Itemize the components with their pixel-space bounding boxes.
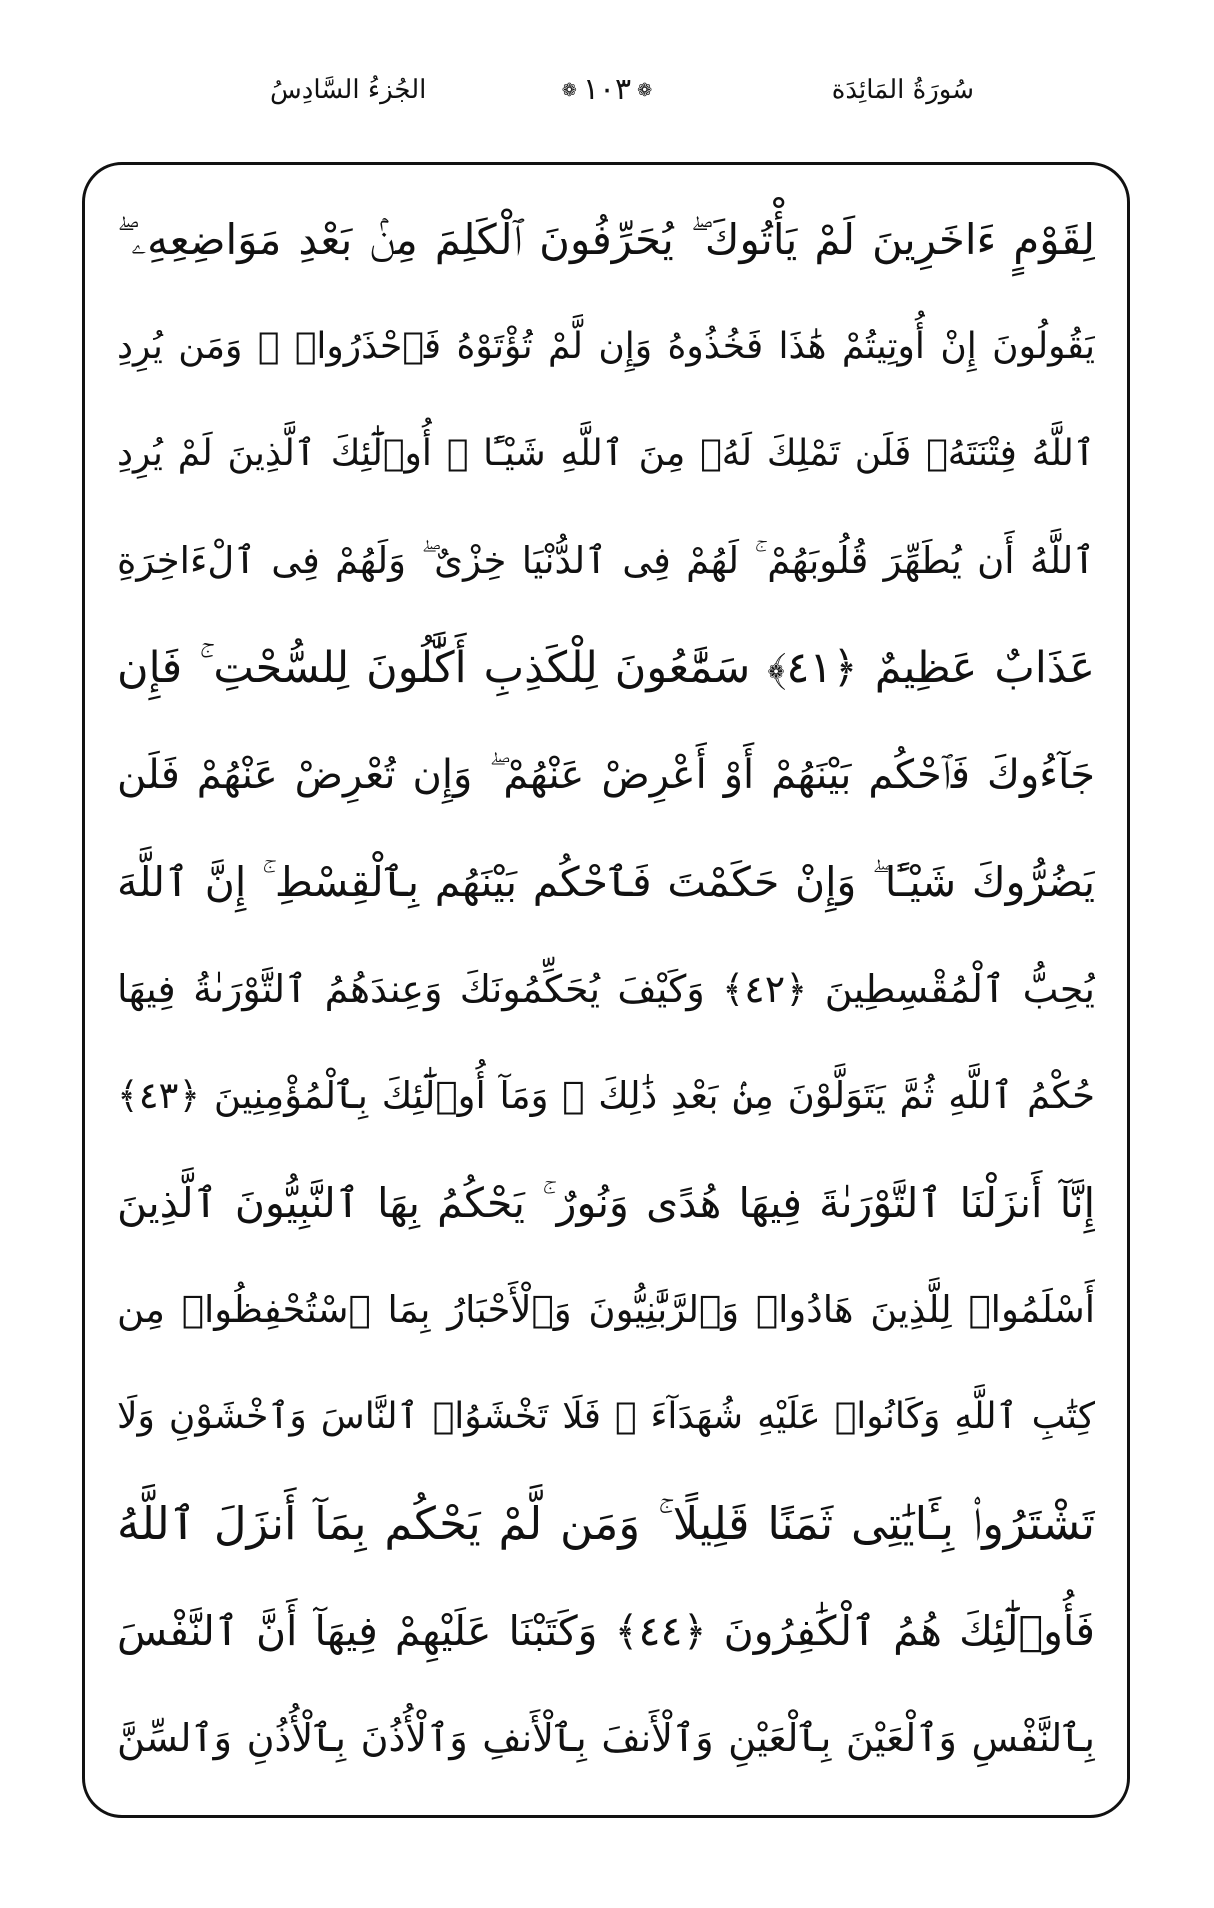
verse-line: يُحِبُّ ٱلْمُقْسِطِينَ ﴿٤٢﴾ وَكَيْفَ يُحَكِّمُونَكَ وَعِندَهُمُ ٱلتَّوْرَىٰةُ فِيهَا xyxy=(117,967,1095,1011)
verse-line: يَضُرُّوكَ شَيْـًٔا ۖ وَإِنْ حَكَمْتَ فَٱحْكُم بَيْنَهُم بِٱلْقِسْطِ ۚ إِنَّ ٱللَّهَ xyxy=(117,858,1095,906)
juz-name: الجُزءُ السَّادِسُ xyxy=(270,75,427,105)
verse-line: لِقَوْمٍ ءَاخَرِينَ لَمْ يَأْتُوكَ ۖ يُحَرِّفُونَ ٱلْكَلِمَ مِنۢ بَعْدِ مَوَاضِعِهِۦ ۖ xyxy=(117,215,1095,264)
page-header xyxy=(0,60,1214,120)
verse-line: عَذَابٌ عَظِيمٌ ﴿٤١﴾ سَمَّٰعُونَ لِلْكَذِبِ أَكَّٰلُونَ لِلسُّحْتِ ۚ فَإِن xyxy=(117,643,1095,693)
verse-line: جَآءُوكَ فَٱحْكُم بَيْنَهُمْ أَوْ أَعْرِضْ عَنْهُمْ ۖ وَإِن تُعْرِضْ عَنْهُمْ فَلَن xyxy=(117,752,1095,798)
verse-line: فَأُو۟لَٰٓئِكَ هُمُ ٱلْكَٰفِرُونَ ﴿٤٤﴾ وَكَتَبْنَا عَلَيْهِمْ فِيهَآ أَنَّ ٱلنَّفْسَ xyxy=(117,1607,1095,1655)
ornament-left-icon: ❁ xyxy=(637,80,653,101)
verse-line: بِٱلنَّفْسِ وَٱلْعَيْنَ بِٱلْعَيْنِ وَٱلْأَنفَ بِٱلْأَنفِ وَٱلْأُذُنَ بِٱلْأُذُنِ وَٱلسِّنَّ xyxy=(117,1716,1095,1760)
page-number-group xyxy=(556,70,659,111)
ornament-right-icon: ❁ xyxy=(561,80,577,101)
page-frame xyxy=(82,162,1130,1818)
verse-line: ٱللَّهُ أَن يُطَهِّرَ قُلُوبَهُمْ ۚ لَهُمْ فِى ٱلدُّنْيَا خِزْىٌ ۖ وَلَهُمْ فِى ٱلْءَاخِرَةِ xyxy=(117,539,1095,582)
surah-name: سُورَةُ المَائِدَة xyxy=(831,75,974,105)
verse-line: إِنَّآ أَنزَلْنَا ٱلتَّوْرَىٰةَ فِيهَا هُدًى وَنُورٌ ۚ يَحْكُمُ بِهَا ٱلنَّبِيُّونَ ٱلَّذِينَ xyxy=(117,1179,1095,1227)
verse-line: حُكْمُ ٱللَّهِ ثُمَّ يَتَوَلَّوْنَ مِنۢ بَعْدِ ذَٰلِكَ ۚ وَمَآ أُو۟لَٰٓئِكَ بِٱلْمُؤْمِنِينَ ﴿٤٣﴾ xyxy=(117,1074,1095,1117)
page-number: ١٠٣ xyxy=(582,72,632,107)
verse-line: يَقُولُونَ إِنْ أُوتِيتُمْ هَٰذَا فَخُذُوهُ وَإِن لَّمْ تُؤْتَوْهُ فَٱحْذَرُوا۟ ۚ وَمَن يُرِدِ xyxy=(117,326,1095,367)
verse-line: ٱللَّهُ فِتْنَتَهُۥ فَلَن تَمْلِكَ لَهُۥ مِنَ ٱللَّهِ شَيْـًٔا ۚ أُو۟لَٰٓئِكَ ٱلَّذِينَ لَمْ يُرِدِ xyxy=(117,433,1095,474)
verse-text-block xyxy=(117,193,1095,1785)
verse-line: كِتَٰبِ ٱللَّهِ وَكَانُوا۟ عَلَيْهِ شُهَدَآءَ ۚ فَلَا تَخْشَوُا۟ ٱلنَّاسَ وَٱخْشَوْنِ وَلَا xyxy=(117,1396,1095,1437)
verse-line: تَشْتَرُوا۟ بِـَٔايَٰتِى ثَمَنًا قَلِيلًا ۚ وَمَن لَّمْ يَحْكُم بِمَآ أَنزَلَ ٱللَّهُ xyxy=(117,1497,1095,1550)
verse-line: أَسْلَمُوا۟ لِلَّذِينَ هَادُوا۟ وَٱلرَّبَّٰنِيُّونَ وَٱلْأَحْبَارُ بِمَا ٱسْتُحْفِظُوا۟ مِن xyxy=(117,1288,1095,1331)
